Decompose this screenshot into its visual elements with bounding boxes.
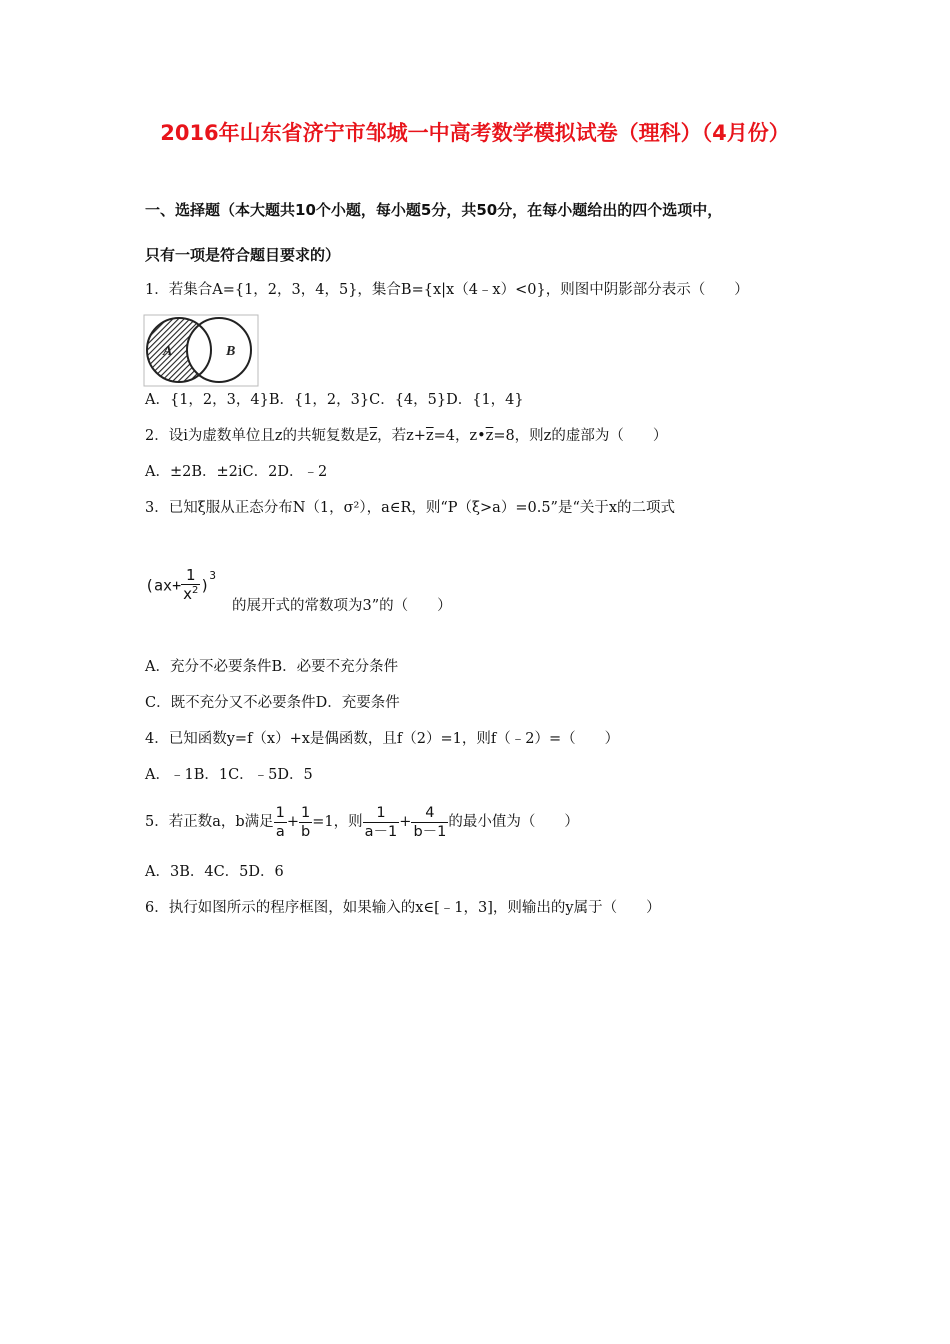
q2-stem-part-a: 2．设i为虚数单位且z的共轭复数是 — [145, 428, 370, 444]
q2-stem-part-d: =8，则z的虚部为（ ） — [493, 428, 668, 444]
q2-zbar: $\overline{z}$ — [369, 428, 378, 444]
section-heading-line1: 一、选择题（本大题共10个小题，每小题5分，共50分，在每小题给出的四个选项中， — [145, 201, 723, 219]
q5-frac-4: $\frac{4}{b-1}$ — [413, 804, 447, 840]
page-title: 2016年山东省济宁市邹城一中高考数学模拟试卷（理科）（4月份） — [160, 121, 790, 145]
q2-stem — [145, 426, 667, 446]
q3-formula-left: (ax+ — [145, 576, 182, 595]
q3-formula-den-exp: 2 — [192, 585, 199, 596]
q4-stem: 4．已知函数y=f（x）+x是偶函数，且f（2）=1，则f（﹣2）=（ ） — [145, 731, 620, 747]
q5-stem-part-c: 的最小值为（ ） — [448, 814, 579, 830]
q2-stem-part-c: =4，z — [433, 428, 478, 444]
q3-binomial-formula — [145, 566, 216, 606]
q3-formula-fraction — [181, 566, 200, 606]
q3-options-1: A．充分不必要条件B．必要不充分条件 — [145, 659, 399, 675]
q5-plus-2: + — [399, 814, 412, 830]
q3-stem-2: 的展开式的常数项为3”的（ ） — [232, 598, 452, 614]
q2-stem-part-b: ，若z+ — [377, 428, 426, 444]
venn-label-b: B — [226, 344, 236, 359]
q2-zbar-3: $\overline{z}$ — [485, 428, 494, 444]
q5-stem-part-a: 5．若正数a，b满足 — [145, 814, 274, 830]
q3-formula-num: 1 — [185, 566, 196, 584]
q5-stem — [145, 803, 579, 841]
q5-frac-1: $\frac{1}{a}$ — [275, 804, 285, 840]
q5-stem-part-b: =1，则 — [312, 814, 363, 830]
q6-stem: 6．执行如图所示的程序框图，如果输入的x∈[﹣1，3]，则输出的y属于（ ） — [145, 900, 661, 916]
q3-formula-den: $x^2$ — [181, 584, 200, 606]
venn-diagram — [143, 314, 259, 388]
q5-frac-2: $\frac{1}{b}$ — [301, 804, 311, 840]
q3-formula-right: ) — [200, 576, 210, 595]
q3-options-2: C．既不充分又不必要条件D．充要条件 — [145, 695, 400, 711]
q2-dot: • — [477, 428, 486, 444]
q3-stem: 3．已知ξ服从正态分布N（1，σ²），a∈R，则“P（ξ>a）=0.5”是“关于x的二项式 — [145, 500, 676, 516]
venn-label-a: A — [163, 344, 173, 359]
q5-plus-1: + — [286, 814, 300, 830]
q2-options: A．±2B．±2iC．2D．﹣2 — [145, 464, 328, 480]
q4-options: A．﹣1B．1C．﹣5D．5 — [145, 767, 313, 783]
q5-frac-3: $\frac{1}{a-1}$ — [364, 804, 398, 840]
q5-options: A．3B．4C．5D．6 — [145, 864, 284, 880]
section-heading-line2: 只有一项是符合题目要求的） — [145, 246, 341, 264]
q1-stem: 1．若集合A={1，2，3，4，5}，集合B={x|x（4﹣x）<0}，则图中阴影部分表示（ ） — [145, 282, 749, 298]
q3-formula-exp: 3 — [209, 568, 217, 582]
q1-options: A．{1，2，3，4}B．{1，2，3}C．{4，5}D．{1，4} — [145, 392, 524, 408]
q2-zbar-2: $\overline{z}$ — [425, 428, 434, 444]
